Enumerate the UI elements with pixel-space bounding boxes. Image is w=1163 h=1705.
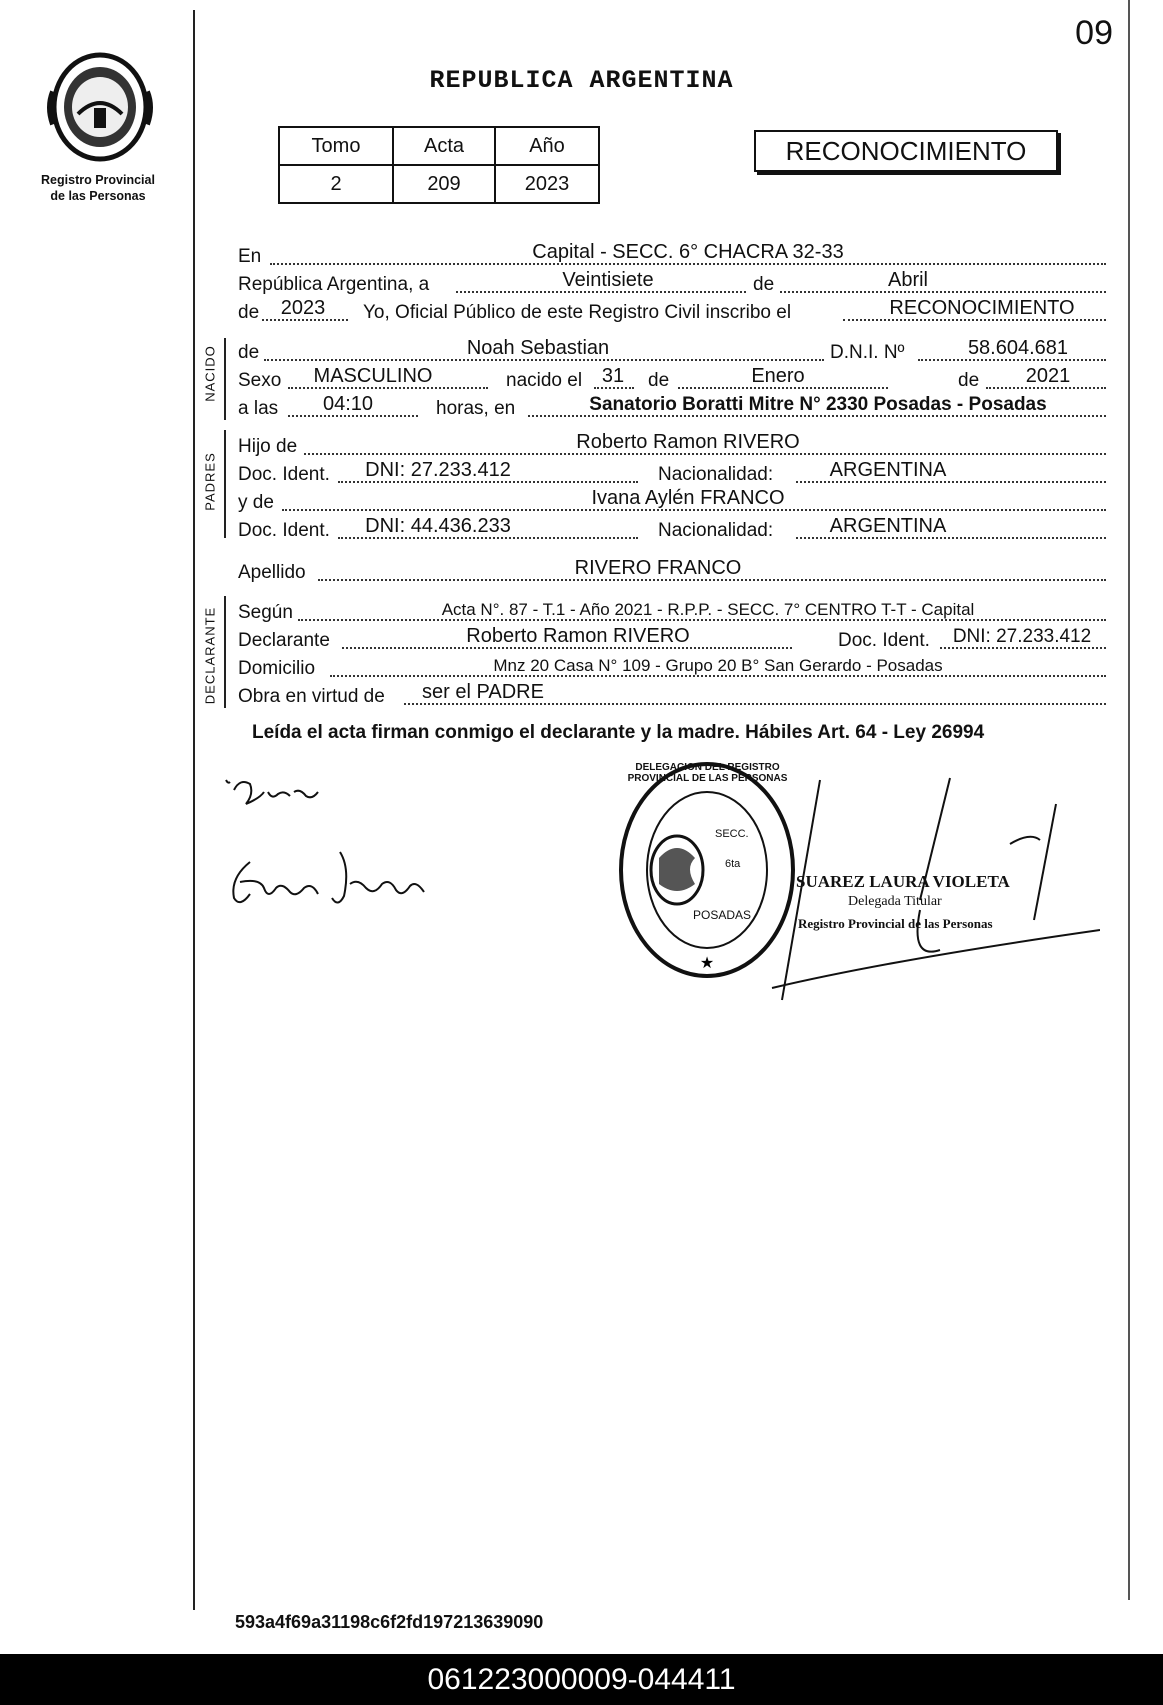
value-madre-doc: DNI: 44.436.233 bbox=[365, 515, 511, 537]
nacido-bracket bbox=[224, 338, 226, 420]
value-mes: Abril bbox=[887, 269, 928, 291]
page-title: REPUBLICA ARGENTINA bbox=[429, 66, 734, 95]
value-lugar: Capital - SECC. 6° CHACRA 32-33 bbox=[532, 241, 844, 263]
svg-text:★: ★ bbox=[699, 955, 715, 972]
official-role: Delegada Titular bbox=[848, 894, 942, 909]
section-label-padres: PADRES bbox=[202, 452, 218, 511]
stamp-ring-text: DELEGACION DEL REGISTRO PROVINCIAL DE LAS PERSONAS bbox=[627, 762, 788, 784]
value-padre-nac: ARGENTINA bbox=[829, 459, 947, 481]
value-nombre: Noah Sebastian bbox=[466, 337, 610, 359]
stamp-inner-right: POSADAS bbox=[693, 908, 752, 922]
label-de: de bbox=[753, 274, 775, 295]
acta-table bbox=[278, 126, 600, 204]
acta-value-anio: 2023 bbox=[495, 165, 599, 203]
label-de-mes: de bbox=[648, 370, 670, 391]
label-nacionalidad-1: Nacionalidad: bbox=[658, 464, 774, 485]
row-segun bbox=[238, 598, 1106, 624]
document-hash: 593a4f69a31198c6f2fd197213639090 bbox=[235, 1612, 544, 1632]
row-apellido bbox=[238, 558, 1106, 584]
official-name: SUAREZ LAURA VIOLETA bbox=[796, 872, 1010, 891]
label-nacido-el: nacido el bbox=[506, 370, 583, 391]
value-nac-dia: 31 bbox=[601, 365, 625, 387]
document-type-box: RECONOCIMIENTO bbox=[754, 130, 1058, 172]
acta-header-acta: Acta bbox=[393, 127, 495, 165]
row-sexo bbox=[238, 366, 1106, 392]
label-dni: D.N.I. Nº bbox=[830, 342, 905, 363]
label-obra: Obra en virtud de bbox=[238, 686, 385, 707]
label-oficial: Yo, Oficial Público de este Registro Civil inscribo el bbox=[363, 302, 792, 323]
row-madre bbox=[238, 488, 1106, 514]
label-en: En bbox=[238, 246, 262, 267]
label-segun: Según bbox=[238, 602, 293, 623]
acta-header-tomo: Tomo bbox=[279, 127, 393, 165]
row-fecha bbox=[238, 270, 1106, 296]
left-margin-line bbox=[193, 10, 195, 1610]
value-padre-doc: DNI: 27.233.412 bbox=[365, 459, 511, 481]
label-domicilio: Domicilio bbox=[238, 658, 316, 679]
label-republica: República Argentina, a bbox=[238, 274, 430, 295]
label-doc-ident-1: Doc. Ident. bbox=[238, 464, 330, 485]
value-dni: 58.604.681 bbox=[967, 337, 1069, 359]
value-madre-nac: ARGENTINA bbox=[829, 515, 947, 537]
row-inscribo bbox=[238, 298, 1106, 324]
row-nombre bbox=[238, 338, 1106, 364]
label-de-nombre: de bbox=[238, 342, 260, 363]
value-dia: Veintisiete bbox=[562, 269, 654, 291]
value-tipo: RECONOCIMIENTO bbox=[889, 297, 1075, 319]
label-sexo: Sexo bbox=[238, 370, 282, 391]
section-label-nacido: NACIDO bbox=[202, 345, 218, 402]
declarante-bracket bbox=[224, 596, 226, 708]
label-de-year: de bbox=[238, 302, 260, 323]
row-domicilio bbox=[238, 654, 1106, 680]
value-anio: 2023 bbox=[280, 297, 326, 319]
label-hijo-de: Hijo de bbox=[238, 436, 298, 457]
closing-note: Leída el acta firman conmigo el declarante y la madre. Hábiles Art. 64 - Ley 26994 bbox=[252, 722, 985, 743]
value-madre: Ivana Aylén FRANCO bbox=[591, 487, 785, 509]
acta-header-anio: Año bbox=[495, 127, 599, 165]
barcode-number-bar: 061223000009-044411 bbox=[0, 1654, 1163, 1705]
logo-caption-line1: Registro Provincial bbox=[41, 173, 155, 187]
right-margin-line bbox=[1128, 0, 1130, 1600]
value-sexo: MASCULINO bbox=[313, 365, 433, 387]
row-padre bbox=[238, 432, 1106, 458]
value-declarante-doc: DNI: 27.233.412 bbox=[952, 626, 1092, 647]
official-org: Registro Provincial de las Personas bbox=[798, 916, 993, 931]
label-y-de: y de bbox=[238, 492, 274, 513]
page-number: 09 bbox=[1075, 14, 1113, 52]
value-nac-mes: Enero bbox=[751, 365, 805, 387]
stamp-inner-left: SECC. bbox=[715, 828, 749, 840]
value-nac-anio: 2021 bbox=[1025, 365, 1071, 387]
value-padre: Roberto Ramon RIVERO bbox=[576, 431, 800, 453]
label-doc-ident-2: Doc. Ident. bbox=[238, 520, 330, 541]
row-padre-doc bbox=[238, 460, 1106, 486]
row-lugar bbox=[238, 242, 1106, 268]
logo-caption bbox=[18, 172, 178, 204]
stamp-inner-num: 6ta bbox=[725, 858, 741, 870]
value-obra: ser el PADRE bbox=[422, 681, 544, 703]
row-declarante bbox=[238, 626, 1106, 652]
padres-bracket bbox=[224, 430, 226, 538]
value-hora: 04:10 bbox=[322, 393, 374, 415]
value-domicilio: Mnz 20 Casa N° 109 - Grupo 20 B° San Gerardo - Posadas bbox=[493, 656, 943, 675]
acta-value-tomo: 2 bbox=[279, 165, 393, 203]
label-doc-ident-3: Doc. Ident. bbox=[838, 630, 930, 651]
section-label-declarante: DECLARANTE bbox=[202, 606, 218, 705]
value-segun: Acta N°. 87 - T.1 - Año 2021 - R.P.P. - SECC. 7° CENTRO T-T - Capital bbox=[441, 600, 975, 619]
label-nacionalidad-2: Nacionalidad: bbox=[658, 520, 774, 541]
mother-signature bbox=[220, 848, 470, 918]
acta-value-acta: 209 bbox=[393, 165, 495, 203]
label-declarante: Declarante bbox=[238, 630, 330, 651]
label-de-anio: de bbox=[958, 370, 980, 391]
value-apellido: RIVERO FRANCO bbox=[574, 557, 742, 579]
row-obra bbox=[238, 682, 1106, 708]
label-a-las: a las bbox=[238, 398, 279, 419]
label-horas-en: horas, en bbox=[436, 398, 516, 419]
value-declarante: Roberto Ramon RIVERO bbox=[466, 625, 690, 647]
label-apellido: Apellido bbox=[238, 562, 306, 583]
province-seal-logo bbox=[40, 52, 160, 162]
row-hora bbox=[238, 394, 1106, 420]
value-lugar-nac: Sanatorio Boratti Mitre N° 2330 Posadas - Posadas bbox=[589, 394, 1047, 415]
row-madre-doc bbox=[238, 516, 1106, 542]
logo-caption-line2: de las Personas bbox=[50, 189, 146, 203]
